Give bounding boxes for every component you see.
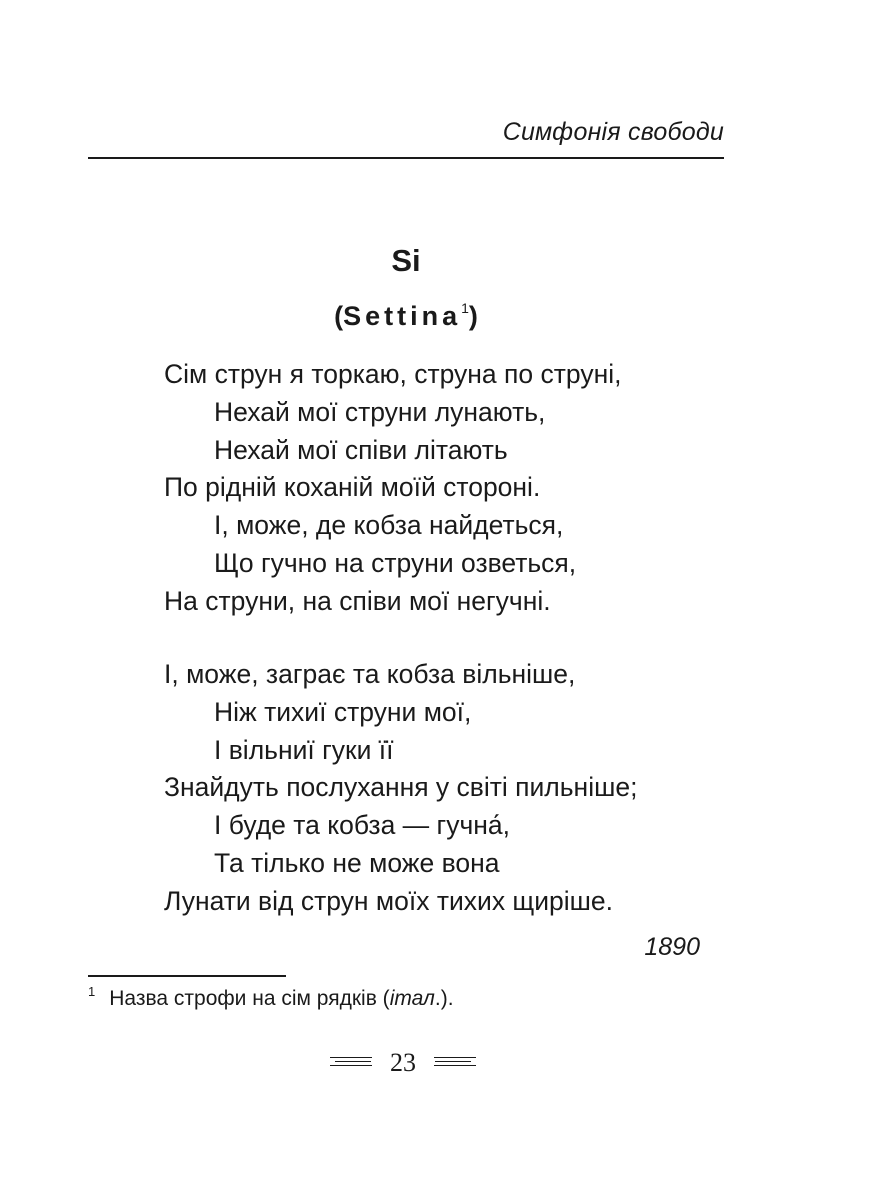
poem-line: Нехай мої струни лунають, — [214, 396, 546, 427]
subtitle-footnote-mark: 1 — [461, 300, 469, 316]
poem-line: Сім струн я торкаю, струна по струні, — [164, 359, 622, 389]
poem-date: 1890 — [644, 933, 700, 961]
poem-line: Знайдуть послухання у світі пильніше; — [164, 772, 638, 803]
poem-line: По рідній коханій моїй стороні. — [164, 472, 541, 503]
poem-line: І буде та кобза — гучна́, — [214, 810, 510, 841]
poem-line: Ніж тихиї струни мої, — [214, 696, 472, 727]
footnote — [88, 984, 454, 1011]
header-rule — [88, 157, 724, 159]
subtitle-close-paren: ) — [468, 301, 478, 331]
running-head: Симфонія свободи — [502, 118, 724, 146]
poem-line: І вільниї гуки її — [214, 734, 394, 765]
poem-line: Нехай мої співи літають — [214, 434, 508, 465]
footnote-text-before: Назва строфи на сім рядків ( — [109, 987, 390, 1010]
poem-line: Та тілько не може вона — [214, 847, 500, 878]
poem-line: На струни, на співи мої негучні. — [164, 585, 551, 616]
stanza-1 — [164, 356, 621, 621]
poem-line: І, може, заграє та кобза вільніше, — [164, 659, 576, 689]
poem-title: Si — [391, 243, 421, 278]
footnote-italic: італ — [389, 987, 435, 1010]
poem-line: І, може, де кобза найдеться, — [214, 510, 564, 541]
poem-subtitle — [0, 300, 812, 332]
poem-line: Лунати від струн моїх тихих щиріше. — [164, 885, 614, 916]
folio-ornament-left — [330, 1056, 376, 1070]
page-folio — [330, 1048, 476, 1080]
page-number: 23 — [390, 1048, 416, 1077]
subtitle-word: Settina — [343, 301, 462, 331]
footnote-mark: 1 — [88, 984, 96, 999]
footnote-text-after: .). — [434, 987, 454, 1010]
poem-line: Що гучно на струни озветься, — [214, 547, 577, 578]
stanza-2 — [164, 656, 637, 921]
footnote-rule — [88, 975, 286, 977]
subtitle-open-paren: ( — [334, 301, 344, 331]
folio-ornament-right — [430, 1056, 476, 1070]
